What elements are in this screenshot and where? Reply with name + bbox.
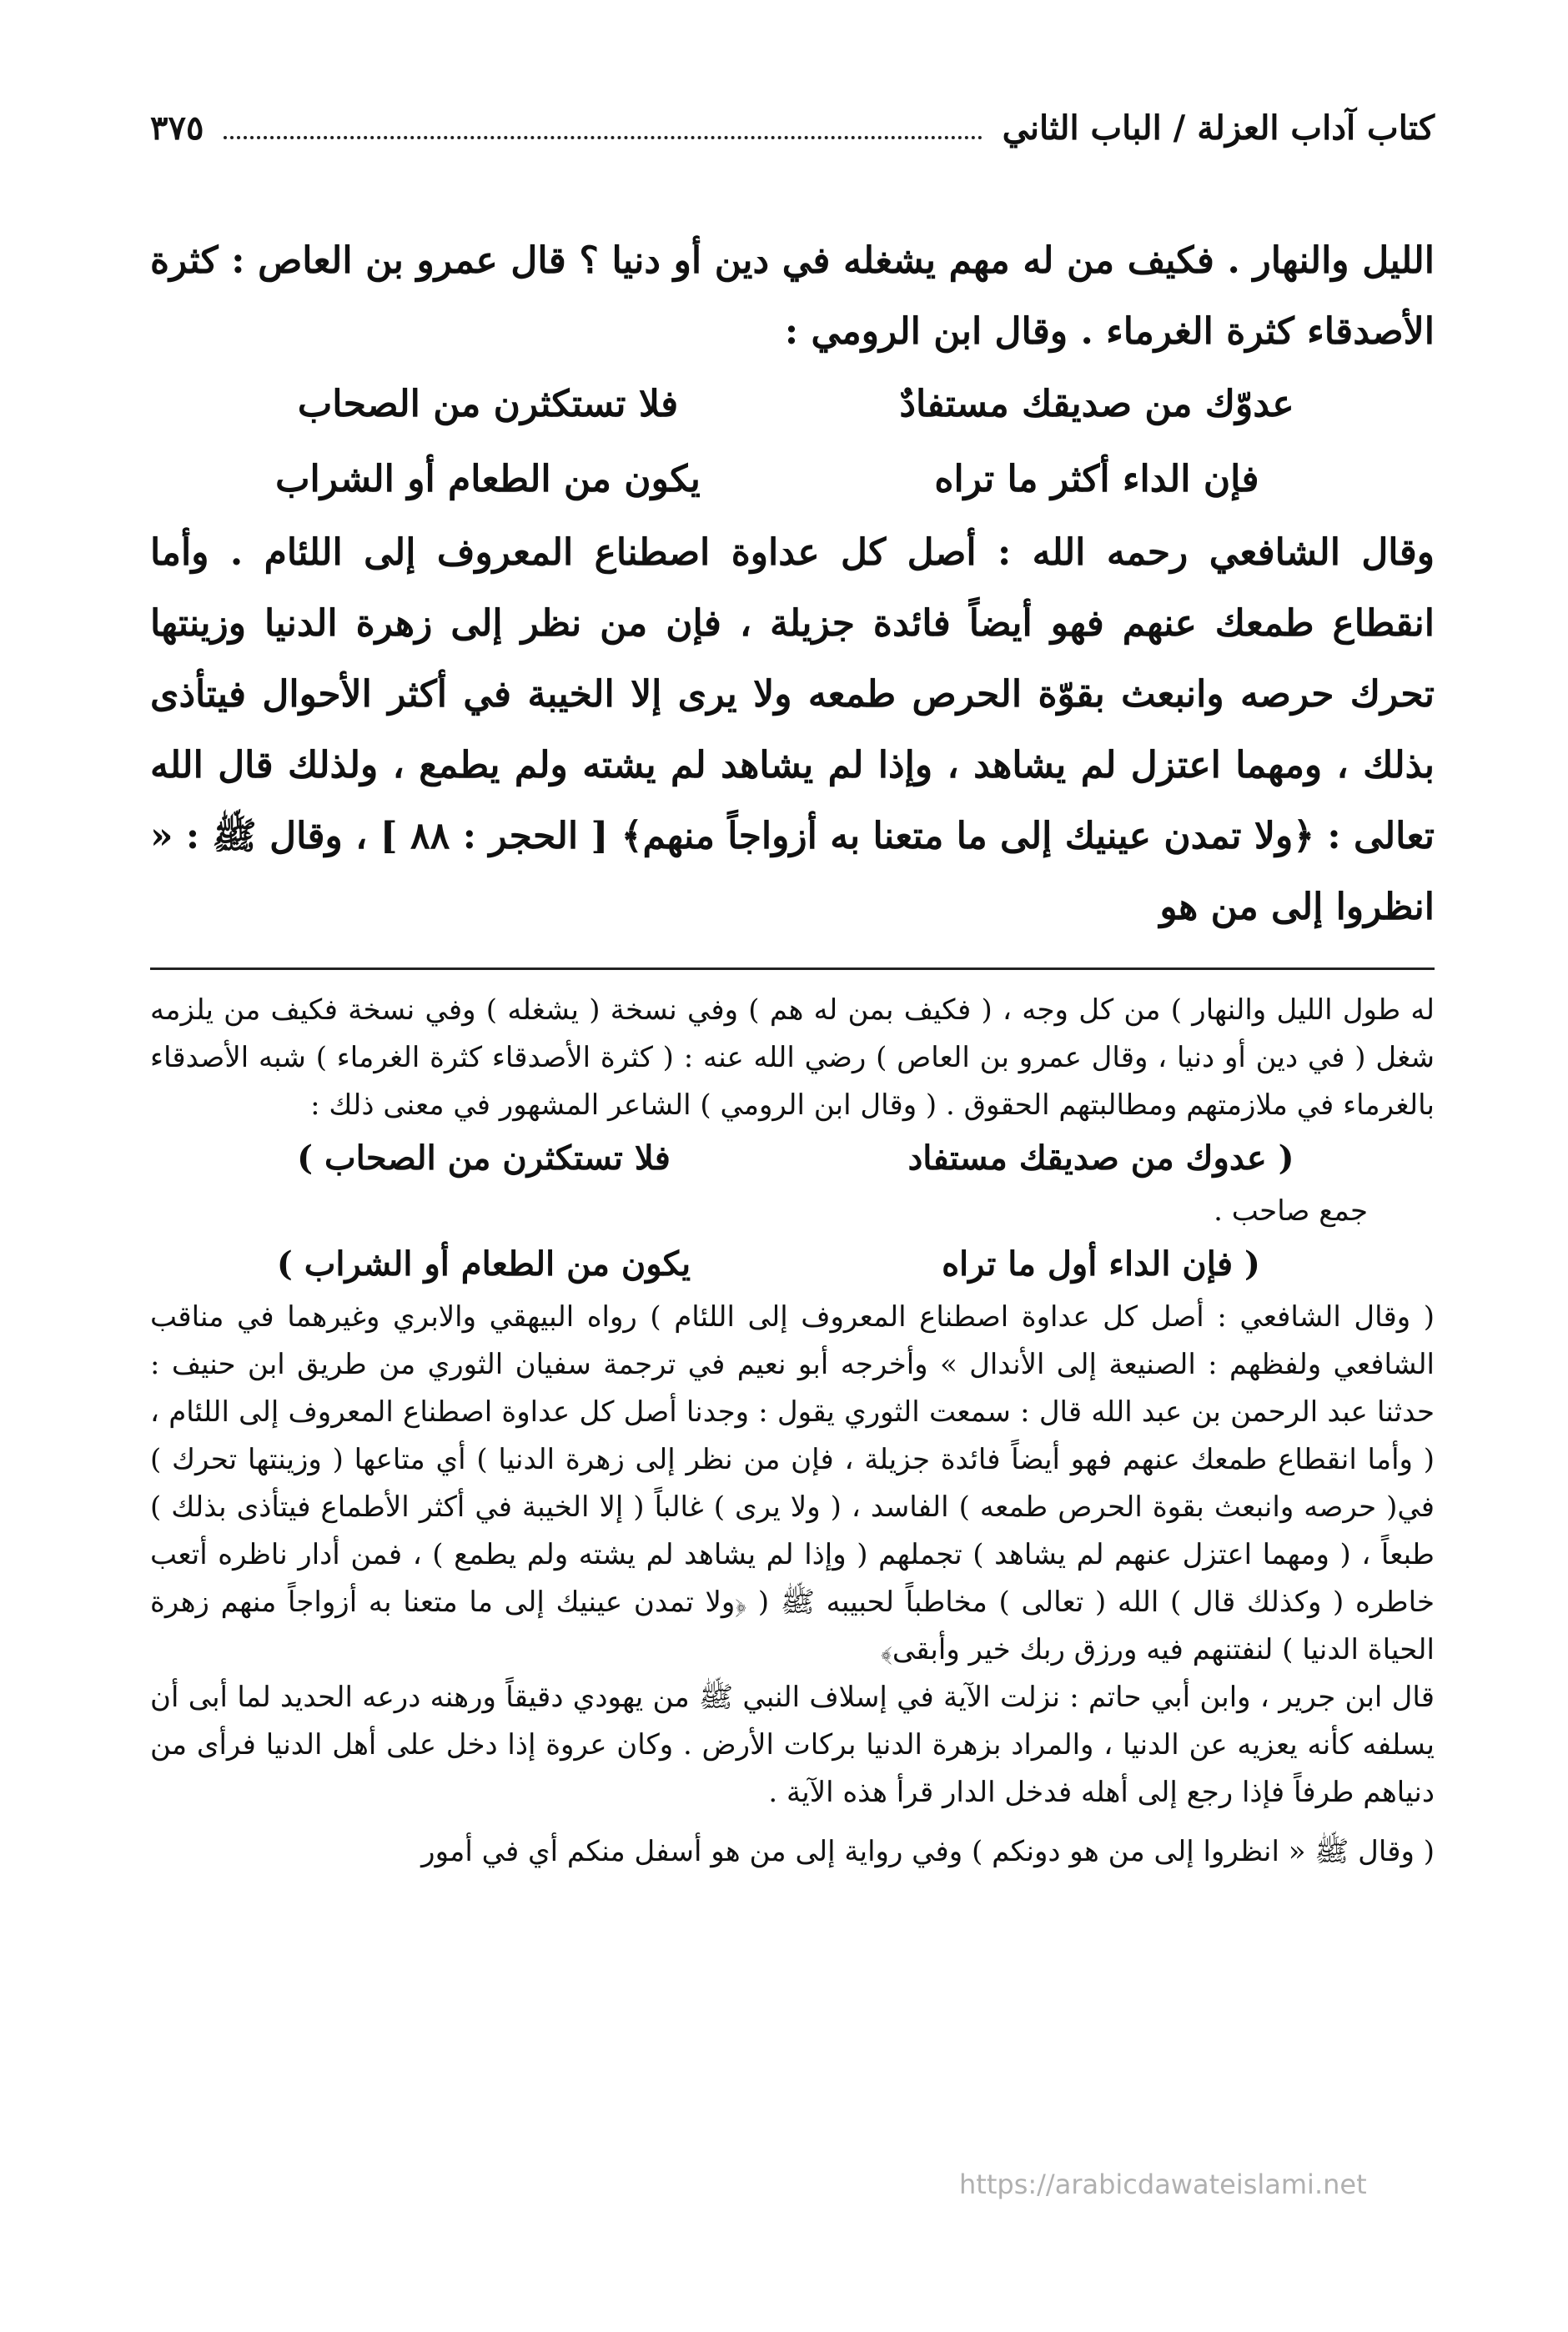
commentary-p4: ( وقال ﷺ « انظروا إلى من هو دونكم ) وفي رواية إلى من هو أسفل منكم أي في أمور — [421, 1835, 1435, 1868]
verse-hemistich: ( فإن الداء أول ما تراه — [942, 1244, 1260, 1284]
header-title: كتاب آداب العزلة / الباب الثاني — [1002, 108, 1435, 148]
commentary-note: جمع صاحب . — [1214, 1194, 1368, 1228]
commentary-verse-2 — [150, 1235, 1435, 1294]
header-dots — [224, 135, 982, 139]
verse-hemistich: فلا تستكثرن من الصحاب — [297, 383, 679, 425]
verse-hemistich: عدوّك من صديقك مستفادٌ — [899, 383, 1294, 425]
main-line1: الليل والنهار . فكيف من له مهم يشغله في دين أو دنيا ؟ قال عمرو بن العاص : كثرة الأصدقاء كثرة الغرماء . وقال ابن الرومي : — [150, 239, 1435, 353]
commentary-p3: قال ابن جرير ، وابن أبي حاتم : نزلت الآية في إسلاف النبي ﷺ من يهودي دقيقاً ورهنه درعه الحديد لما أبى أن يسلفه كأنه يعزيه عن الدنيا ، والمراد بزهرة الدنيا بركات الأرض . وكان عروة إذا دخل على أهل الدنيا فرأى من دنياهم طرفاً فإذا رجع إلى أهله فدخل الدار قرأ هذه الآية . — [150, 1681, 1435, 1809]
main-paragraph — [150, 517, 1435, 942]
page-number: ٣٧٥ — [150, 108, 204, 148]
commentary-p1: له طول الليل والنهار ) من كل وجه ، ( فكيف بمن له هم ) وفي نسخة ( يشغله ) وفي نسخة فكيف من يلزمه شغل ( في دين أو دنيا ، وقال عمرو بن العاص ) رضي الله عنه : ( كثرة الأصدقاء كثرة الغرماء ) شبه الأصدقاء بالغرماء في ملازمتهم ومطالبتهم الحقوق . ( وقال ابن الرومي ) الشاعر المشهور في معنى ذلك : — [150, 993, 1435, 1122]
verse-hemistich: يكون من الطعام أو الشراب ) — [276, 1244, 691, 1284]
main-verse-1 — [150, 367, 1435, 442]
book-page — [150, 108, 1435, 1876]
verse-hemistich: فلا تستكثرن من الصحاب ) — [297, 1138, 671, 1178]
main-para-text: وقال الشافعي رحمه الله : أصل كل عداوة اصطناع المعروف إلى اللئام . وأما انقطاع طمعك عنهم فهو أيضاً فائدة جزيلة ، فإن من نظر إلى زهرة الدنيا وزينتها تحرك حرصه وانبعث بقوّة الحرص طمعه ولا يرى إلا الخيبة في أكثر الأحوال فيتأذى بذلك ، ومهما اعتزل لم يشاهد ، وإذا لم يشاهد لم يشته ولم يطمع ، ولذلك قال الله تعالى : ﴿ولا تمدن عينيك إلى ما متعنا به أزواجاً منهم﴾ [ الحجر : ٨٨ ] ، وقال ﷺ : « انظروا إلى من هو — [150, 531, 1435, 928]
verse-hemistich: ( عدوك من صديقك مستفاد — [907, 1138, 1294, 1178]
main-verse-2 — [150, 442, 1435, 517]
commentary-verse-1 — [150, 1129, 1435, 1188]
verse-hemistich: يكون من الطعام أو الشراب — [275, 458, 701, 500]
footnote-divider — [150, 967, 1435, 970]
commentary-p2: ( وقال الشافعي : أصل كل عداوة اصطناع المعروف إلى اللئام ) رواه البيهقي والابري وغيرهما في مناقب الشافعي ولفظهم : الصنيعة إلى الأندال » وأخرجه أبو نعيم في ترجمة سفيان الثوري من طريق ابن حنيف : حدثنا عبد الرحمن بن عبد الله قال : سمعت الثوري يقول : وجدنا أصل كل عداوة اصطناع المعروف إلى اللئام ، ( وأما انقطاع طمعك عنهم فهو أيضاً فائدة جزيلة ، فإن من نظر إلى زهرة الدنيا ) أي متاعها ( وزينتها تحرك ) في( حرصه وانبعث بقوة الحرص طمعه ) الفاسد ، ( ولا يرى ) غالباً ( إلا الخيبة في أكثر الأطماع فيتأذى بذلك ) طبعاً ، ( ومهما اعتزل عنهم لم يشاهد ) تجملهم ( وإذا لم يشاهد لم يشته ولم يطمع ) ، فمن أدار ناظره أتعب خاطره ( وكذلك قال ) الله ( تعالى ) مخاطباً لحبيبه ﷺ ( ﴿ولا تمدن عينيك إلى ما متعنا به أزواجاً منهم زهرة الحياة الدنيا ) لنفتنهم فيه ورزق ربك خير وأبقى﴾ — [150, 1300, 1435, 1666]
watermark-url: https://arabicdawateislami.net — [959, 2169, 1367, 2200]
main-text — [150, 225, 1435, 367]
verse-hemistich: فإن الداء أكثر ما تراه — [934, 458, 1259, 500]
running-header — [150, 108, 1435, 183]
